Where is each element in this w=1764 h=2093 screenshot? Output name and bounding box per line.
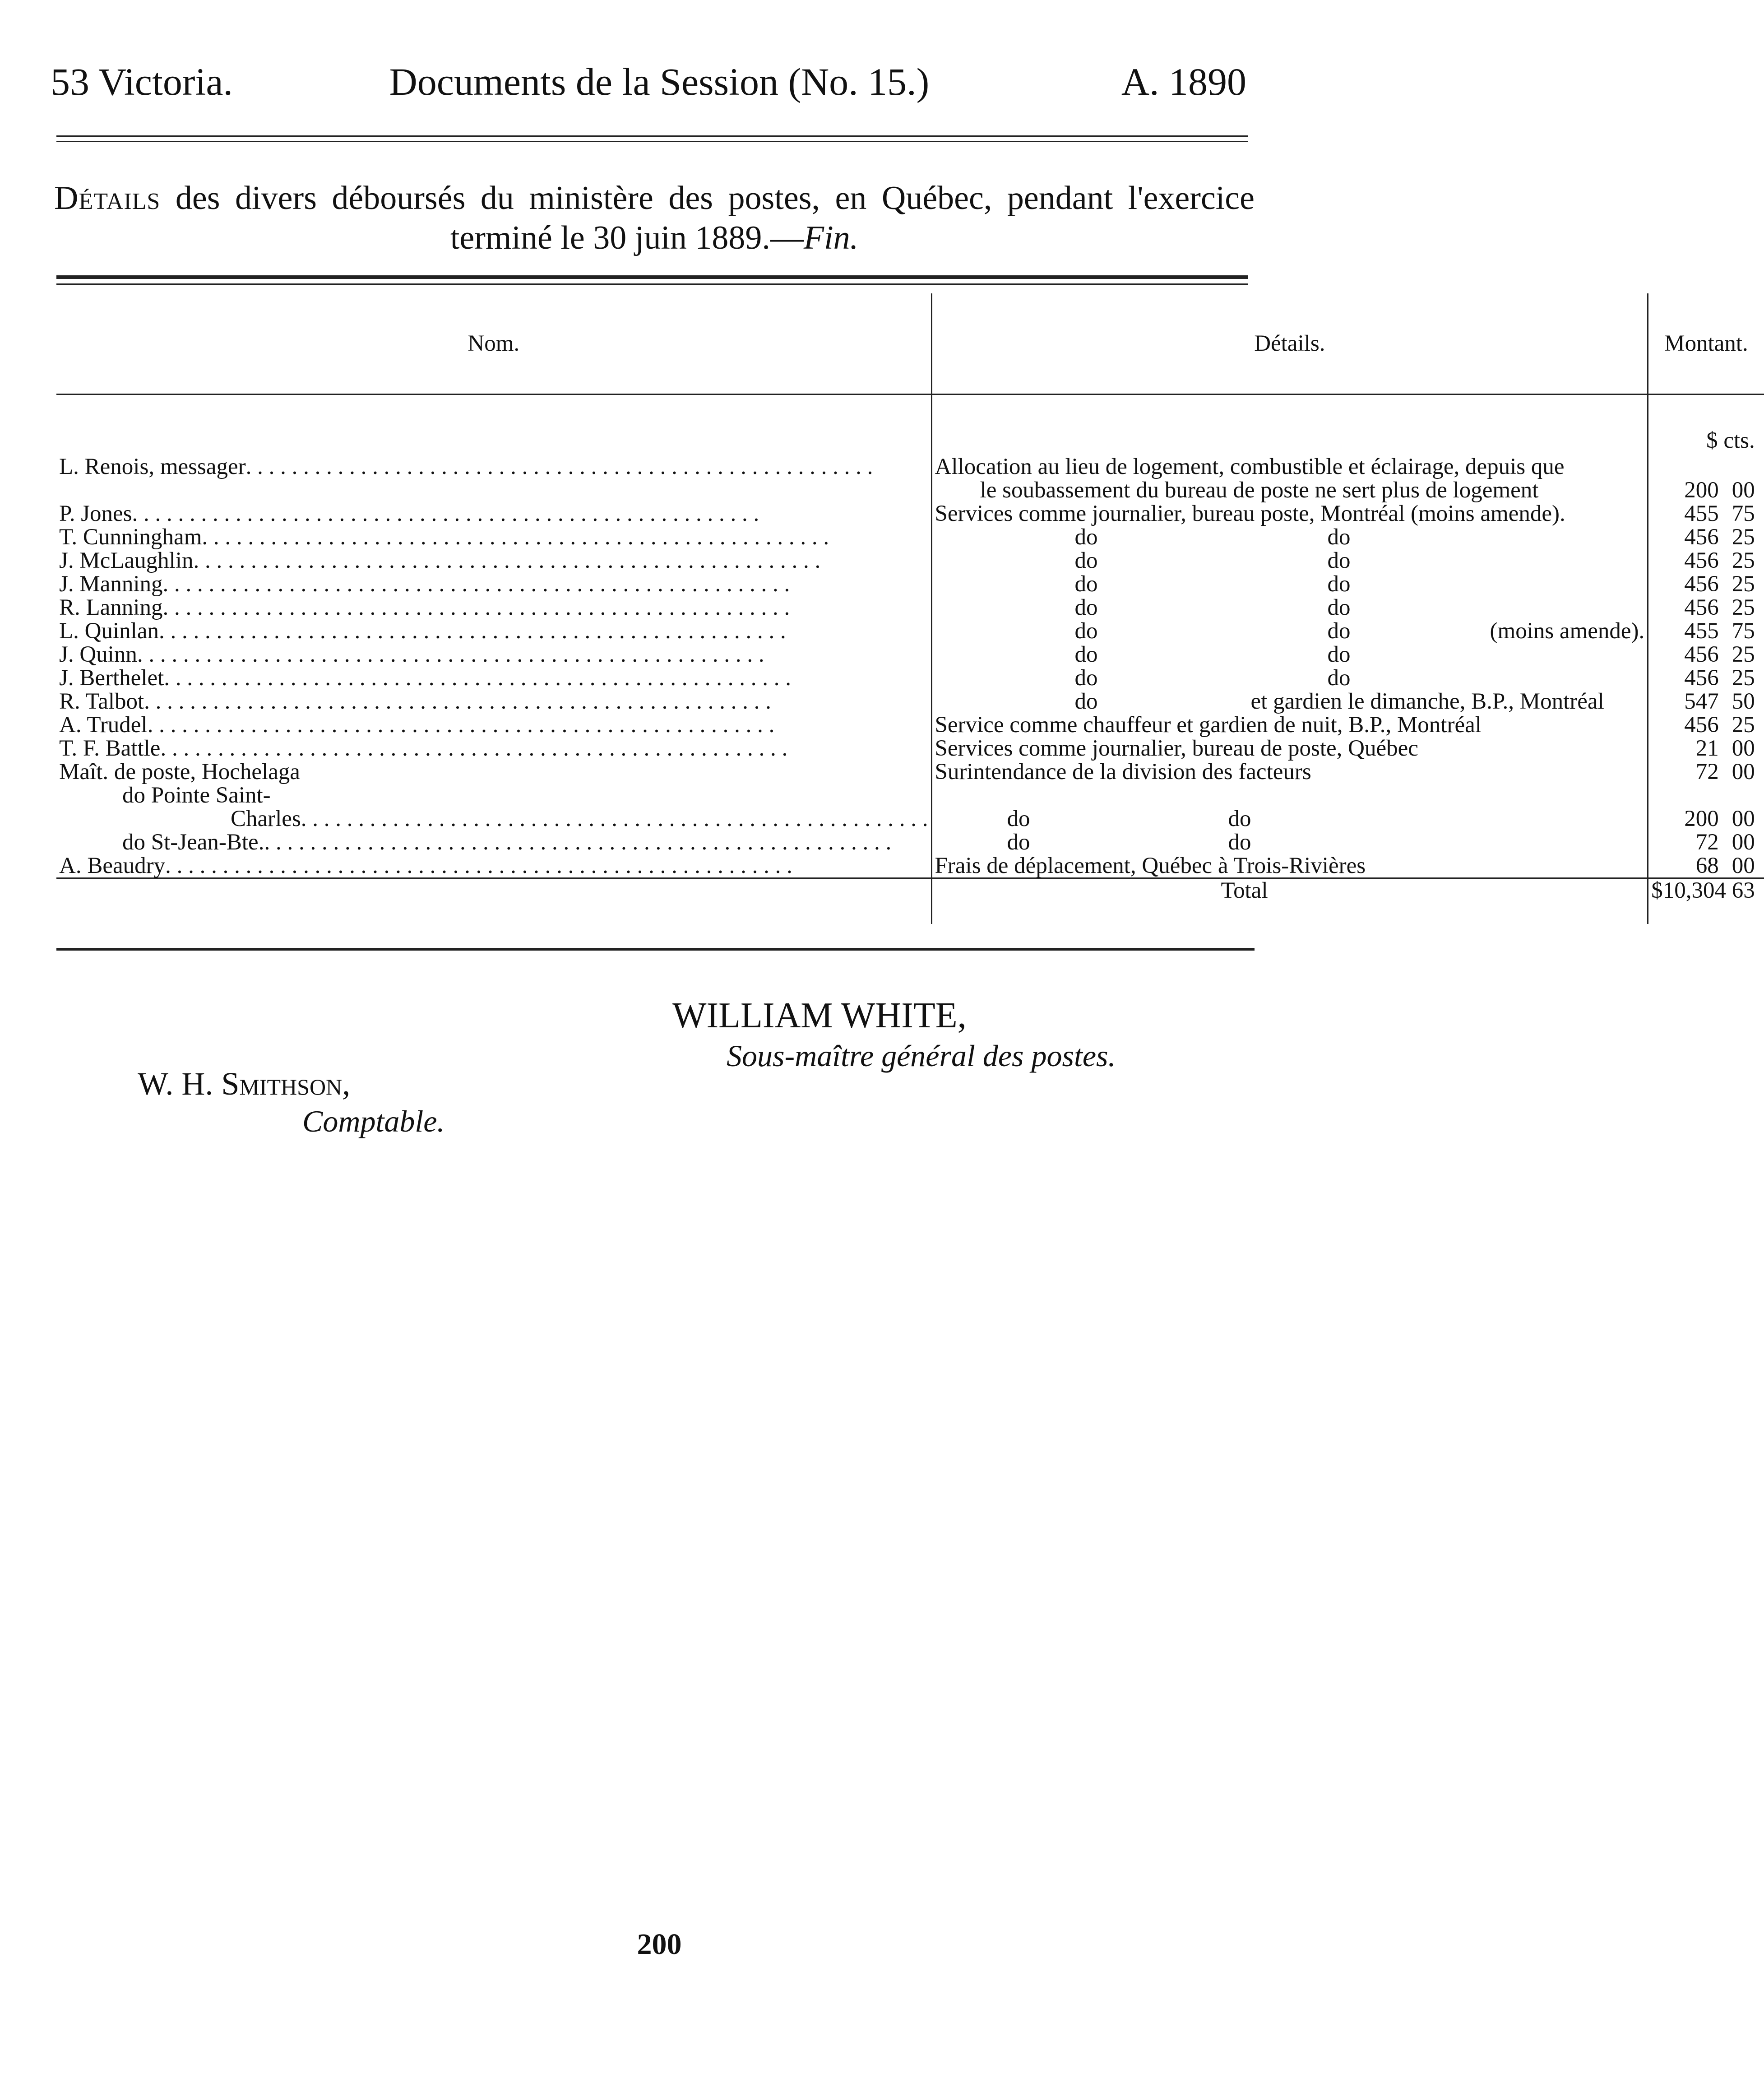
row-nom: J. Quinn (59, 642, 137, 667)
table-spacer (56, 394, 1764, 429)
signatory-title: Sous-maître général des postes. (727, 1039, 1116, 1073)
row-do: do (1074, 618, 1098, 644)
row-details-cont: le soubassement du bureau de poste ne sert plus de logement (980, 478, 1539, 503)
row-nom: T. Cunningham (59, 524, 202, 550)
row-details: Services comme journalier, bureau poste, Montréal (moins amende). (931, 502, 1648, 525)
page-title (54, 178, 1255, 258)
disbursement-table (56, 293, 1764, 924)
row-nom: A. Trudel (59, 712, 148, 738)
row-cents: 25 (1732, 642, 1755, 667)
row-dollars: 21 (1695, 736, 1719, 761)
col-header-details: Détails. (931, 293, 1648, 394)
row-nom: L. Renois, messager (59, 454, 246, 479)
row-cents: 25 (1732, 571, 1755, 597)
row-dollars: 455 (1684, 618, 1719, 644)
row-dollars: 456 (1684, 548, 1719, 573)
table-row (56, 760, 1764, 784)
row-cents: 25 (1732, 524, 1755, 550)
row-do: do (1074, 571, 1098, 597)
row-do2: do (1327, 548, 1351, 573)
row-dollars: 547 (1684, 689, 1719, 714)
row-nom-cont: Charles (231, 806, 301, 831)
total-label: Total (931, 878, 1648, 924)
row-nom: Maît. de poste, Hochelaga (59, 759, 300, 784)
row-do2: et gardien le dimanche, B.P., Montréal (1250, 689, 1604, 714)
row-nom: T. F. Battle (59, 736, 161, 761)
table-row (56, 572, 1764, 596)
row-cents: 25 (1732, 712, 1755, 738)
table-header-row (56, 293, 1764, 394)
row-nom: A. Beaudry (59, 853, 166, 878)
row-do: do (1074, 548, 1098, 573)
header-left: 53 Victoria. (51, 60, 233, 103)
row-details: Frais de déplacement, Québec à Trois-Rivières (931, 854, 1648, 878)
row-do2: do (1327, 571, 1351, 597)
row-do: do (1074, 689, 1098, 714)
row-cents: 00 (1732, 830, 1755, 855)
row-nom: J. Manning (59, 571, 163, 597)
row-do2: do (1327, 524, 1351, 550)
table-row (56, 737, 1764, 760)
table-row (56, 502, 1764, 525)
row-do: do (1074, 665, 1098, 691)
row-nom: do St-Jean-Bte. (122, 830, 264, 855)
row-cents: 75 (1732, 618, 1755, 644)
unit-row (56, 429, 1764, 455)
accountant-title: Comptable. (302, 1104, 445, 1138)
row-cents: 00 (1732, 736, 1755, 761)
table-row (56, 549, 1764, 572)
table-rule-top (56, 275, 1248, 279)
row-dollars: 456 (1684, 524, 1719, 550)
signatory-name: WILLIAM WHITE, (672, 996, 967, 1035)
row-cents: 25 (1732, 665, 1755, 691)
row-dollars: 456 (1684, 712, 1719, 738)
total-amount: $10,304 63 (1648, 878, 1764, 924)
row-nom: P. Jones (59, 501, 132, 526)
row-nom: J. Berthelet (59, 665, 164, 691)
row-cents: 75 (1732, 501, 1755, 526)
row-dollars: 455 (1684, 501, 1719, 526)
row-details: Service comme chauffeur et gardien de nuit, B.P., Montréal (931, 713, 1648, 737)
row-details: Services comme journalier, bureau de poste, Québec (931, 737, 1648, 760)
table-row (56, 596, 1764, 619)
row-dollars: 456 (1684, 571, 1719, 597)
row-extra: (moins amende). (1490, 618, 1645, 644)
row-dollars: 200 (1684, 478, 1719, 503)
table-row (56, 643, 1764, 666)
row-nom: J. McLaughlin (59, 548, 194, 573)
header-rule-bottom (56, 141, 1248, 142)
row-cents: 00 (1732, 853, 1755, 878)
row-dollars: 456 (1684, 595, 1719, 620)
row-dollars: 72 (1695, 759, 1719, 784)
table-row (56, 713, 1764, 737)
row-nom: R. Lanning (59, 595, 163, 620)
row-cents: 25 (1732, 595, 1755, 620)
row-do: do (1007, 830, 1030, 855)
row-dollars: 456 (1684, 665, 1719, 691)
row-do: do (1007, 806, 1030, 831)
table-row (56, 784, 1764, 831)
table-row (56, 455, 1764, 502)
header-rule-top (56, 135, 1248, 137)
row-do2: do (1228, 806, 1251, 831)
header-right: A. 1890 (1121, 60, 1246, 103)
row-cents: 00 (1732, 759, 1755, 784)
row-cents: 00 (1732, 478, 1755, 503)
row-nom: R. Talbot (59, 689, 144, 714)
table-row (56, 831, 1764, 854)
row-do: do (1074, 524, 1098, 550)
row-do2: do (1327, 618, 1351, 644)
row-details: Allocation au lieu de logement, combustible et éclairage, depuis que (935, 454, 1565, 479)
table-rule-top-thin (56, 283, 1248, 285)
row-do2: do (1327, 665, 1351, 691)
row-do2: do (1228, 830, 1251, 855)
row-do: do (1074, 595, 1098, 620)
row-nom: L. Quinlan (59, 618, 159, 644)
row-dollars: 200 (1684, 806, 1719, 831)
table-row (56, 690, 1764, 713)
row-do2: do (1327, 595, 1351, 620)
table-rule-bottom (56, 948, 1255, 951)
accountant-name: W. H. Smithson, (138, 1066, 351, 1102)
table-row (56, 666, 1764, 690)
row-cents: 00 (1732, 806, 1755, 831)
col-header-nom: Nom. (56, 293, 931, 394)
total-row (56, 878, 1764, 924)
row-dollars: 72 (1695, 830, 1719, 855)
col-header-montant: Montant. (1648, 293, 1764, 394)
header-center: Documents de la Session (No. 15.) (389, 60, 930, 103)
row-nom: do Pointe Saint- (122, 783, 271, 808)
row-details: Surintendance de la division des facteurs (931, 760, 1648, 784)
title-smallcaps: Détails (54, 180, 161, 217)
row-dollars: 68 (1695, 853, 1719, 878)
table-row (56, 854, 1764, 878)
title-text: des divers déboursés du ministère des postes, en Québec, pendant l'exercice terminé le 30 juin 1889.— (160, 180, 1255, 256)
table-row (56, 525, 1764, 549)
row-cents: 50 (1732, 689, 1755, 714)
page-number: 200 (637, 1928, 682, 1961)
row-dollars: 456 (1684, 642, 1719, 667)
row-do: do (1074, 642, 1098, 667)
row-do2: do (1327, 642, 1351, 667)
title-italic: Fin. (803, 219, 859, 256)
table-row (56, 619, 1764, 643)
row-cents: 25 (1732, 548, 1755, 573)
unit-label: $ cts. (1706, 428, 1755, 453)
